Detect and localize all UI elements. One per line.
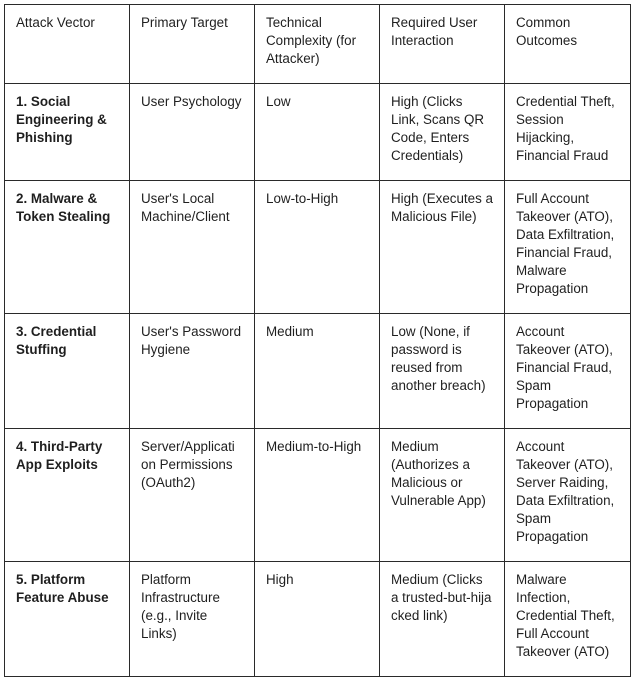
- cell-common-outcomes: Credential Theft, Session Hijacking, Financial Fraud: [505, 84, 631, 181]
- cell-required-user-interaction: High (Executes a Malicious File): [380, 181, 505, 314]
- header-primary-target: Primary Target: [130, 5, 255, 84]
- header-common-outcomes: Common Outcomes: [505, 5, 631, 84]
- header-technical-complexity: Technical Complexity (for Attacker): [255, 5, 380, 84]
- cell-attack-vector: 5. Platform Feature Abuse: [5, 562, 130, 677]
- cell-primary-target: Server/Applicati on Permissions (OAuth2): [130, 429, 255, 562]
- cell-technical-complexity: Medium-to-High: [255, 429, 380, 562]
- cell-required-user-interaction: Medium (Clicks a trusted-but-hija cked link): [380, 562, 505, 677]
- header-required-user-interaction: Required User Interaction: [380, 5, 505, 84]
- cell-primary-target: Platform Infrastructure (e.g., Invite Links): [130, 562, 255, 677]
- cell-primary-target: User's Local Machine/Client: [130, 181, 255, 314]
- table-row: [5, 181, 631, 314]
- cell-primary-target: User Psychology: [130, 84, 255, 181]
- table-row: [5, 314, 631, 429]
- cell-technical-complexity: High: [255, 562, 380, 677]
- table-row: [5, 562, 631, 677]
- cell-attack-vector: 4. Third-Party App Exploits: [5, 429, 130, 562]
- header-attack-vector: Attack Vector: [5, 5, 130, 84]
- cell-required-user-interaction: High (Clicks Link, Scans QR Code, Enters Credentials): [380, 84, 505, 181]
- cell-technical-complexity: Medium: [255, 314, 380, 429]
- cell-attack-vector: 1. Social Engineering & Phishing: [5, 84, 130, 181]
- cell-attack-vector: 3. Credential Stuffing: [5, 314, 130, 429]
- cell-required-user-interaction: Low (None, if password is reused from another breach): [380, 314, 505, 429]
- cell-technical-complexity: Low: [255, 84, 380, 181]
- table-row: [5, 429, 631, 562]
- cell-technical-complexity: Low-to-High: [255, 181, 380, 314]
- cell-attack-vector: 2. Malware & Token Stealing: [5, 181, 130, 314]
- table-row: [5, 84, 631, 181]
- cell-required-user-interaction: Medium (Authorizes a Malicious or Vulnerable App): [380, 429, 505, 562]
- cell-common-outcomes: Full Account Takeover (ATO), Data Exfiltration, Financial Fraud, Malware Propagation: [505, 181, 631, 314]
- cell-common-outcomes: Malware Infection, Credential Theft, Full Account Takeover (ATO): [505, 562, 631, 677]
- attack-vector-table: [4, 4, 631, 677]
- cell-common-outcomes: Account Takeover (ATO), Financial Fraud, Spam Propagation: [505, 314, 631, 429]
- cell-primary-target: User's Password Hygiene: [130, 314, 255, 429]
- cell-common-outcomes: Account Takeover (ATO), Server Raiding, Data Exfiltration, Spam Propagation: [505, 429, 631, 562]
- table-header-row: [5, 5, 631, 84]
